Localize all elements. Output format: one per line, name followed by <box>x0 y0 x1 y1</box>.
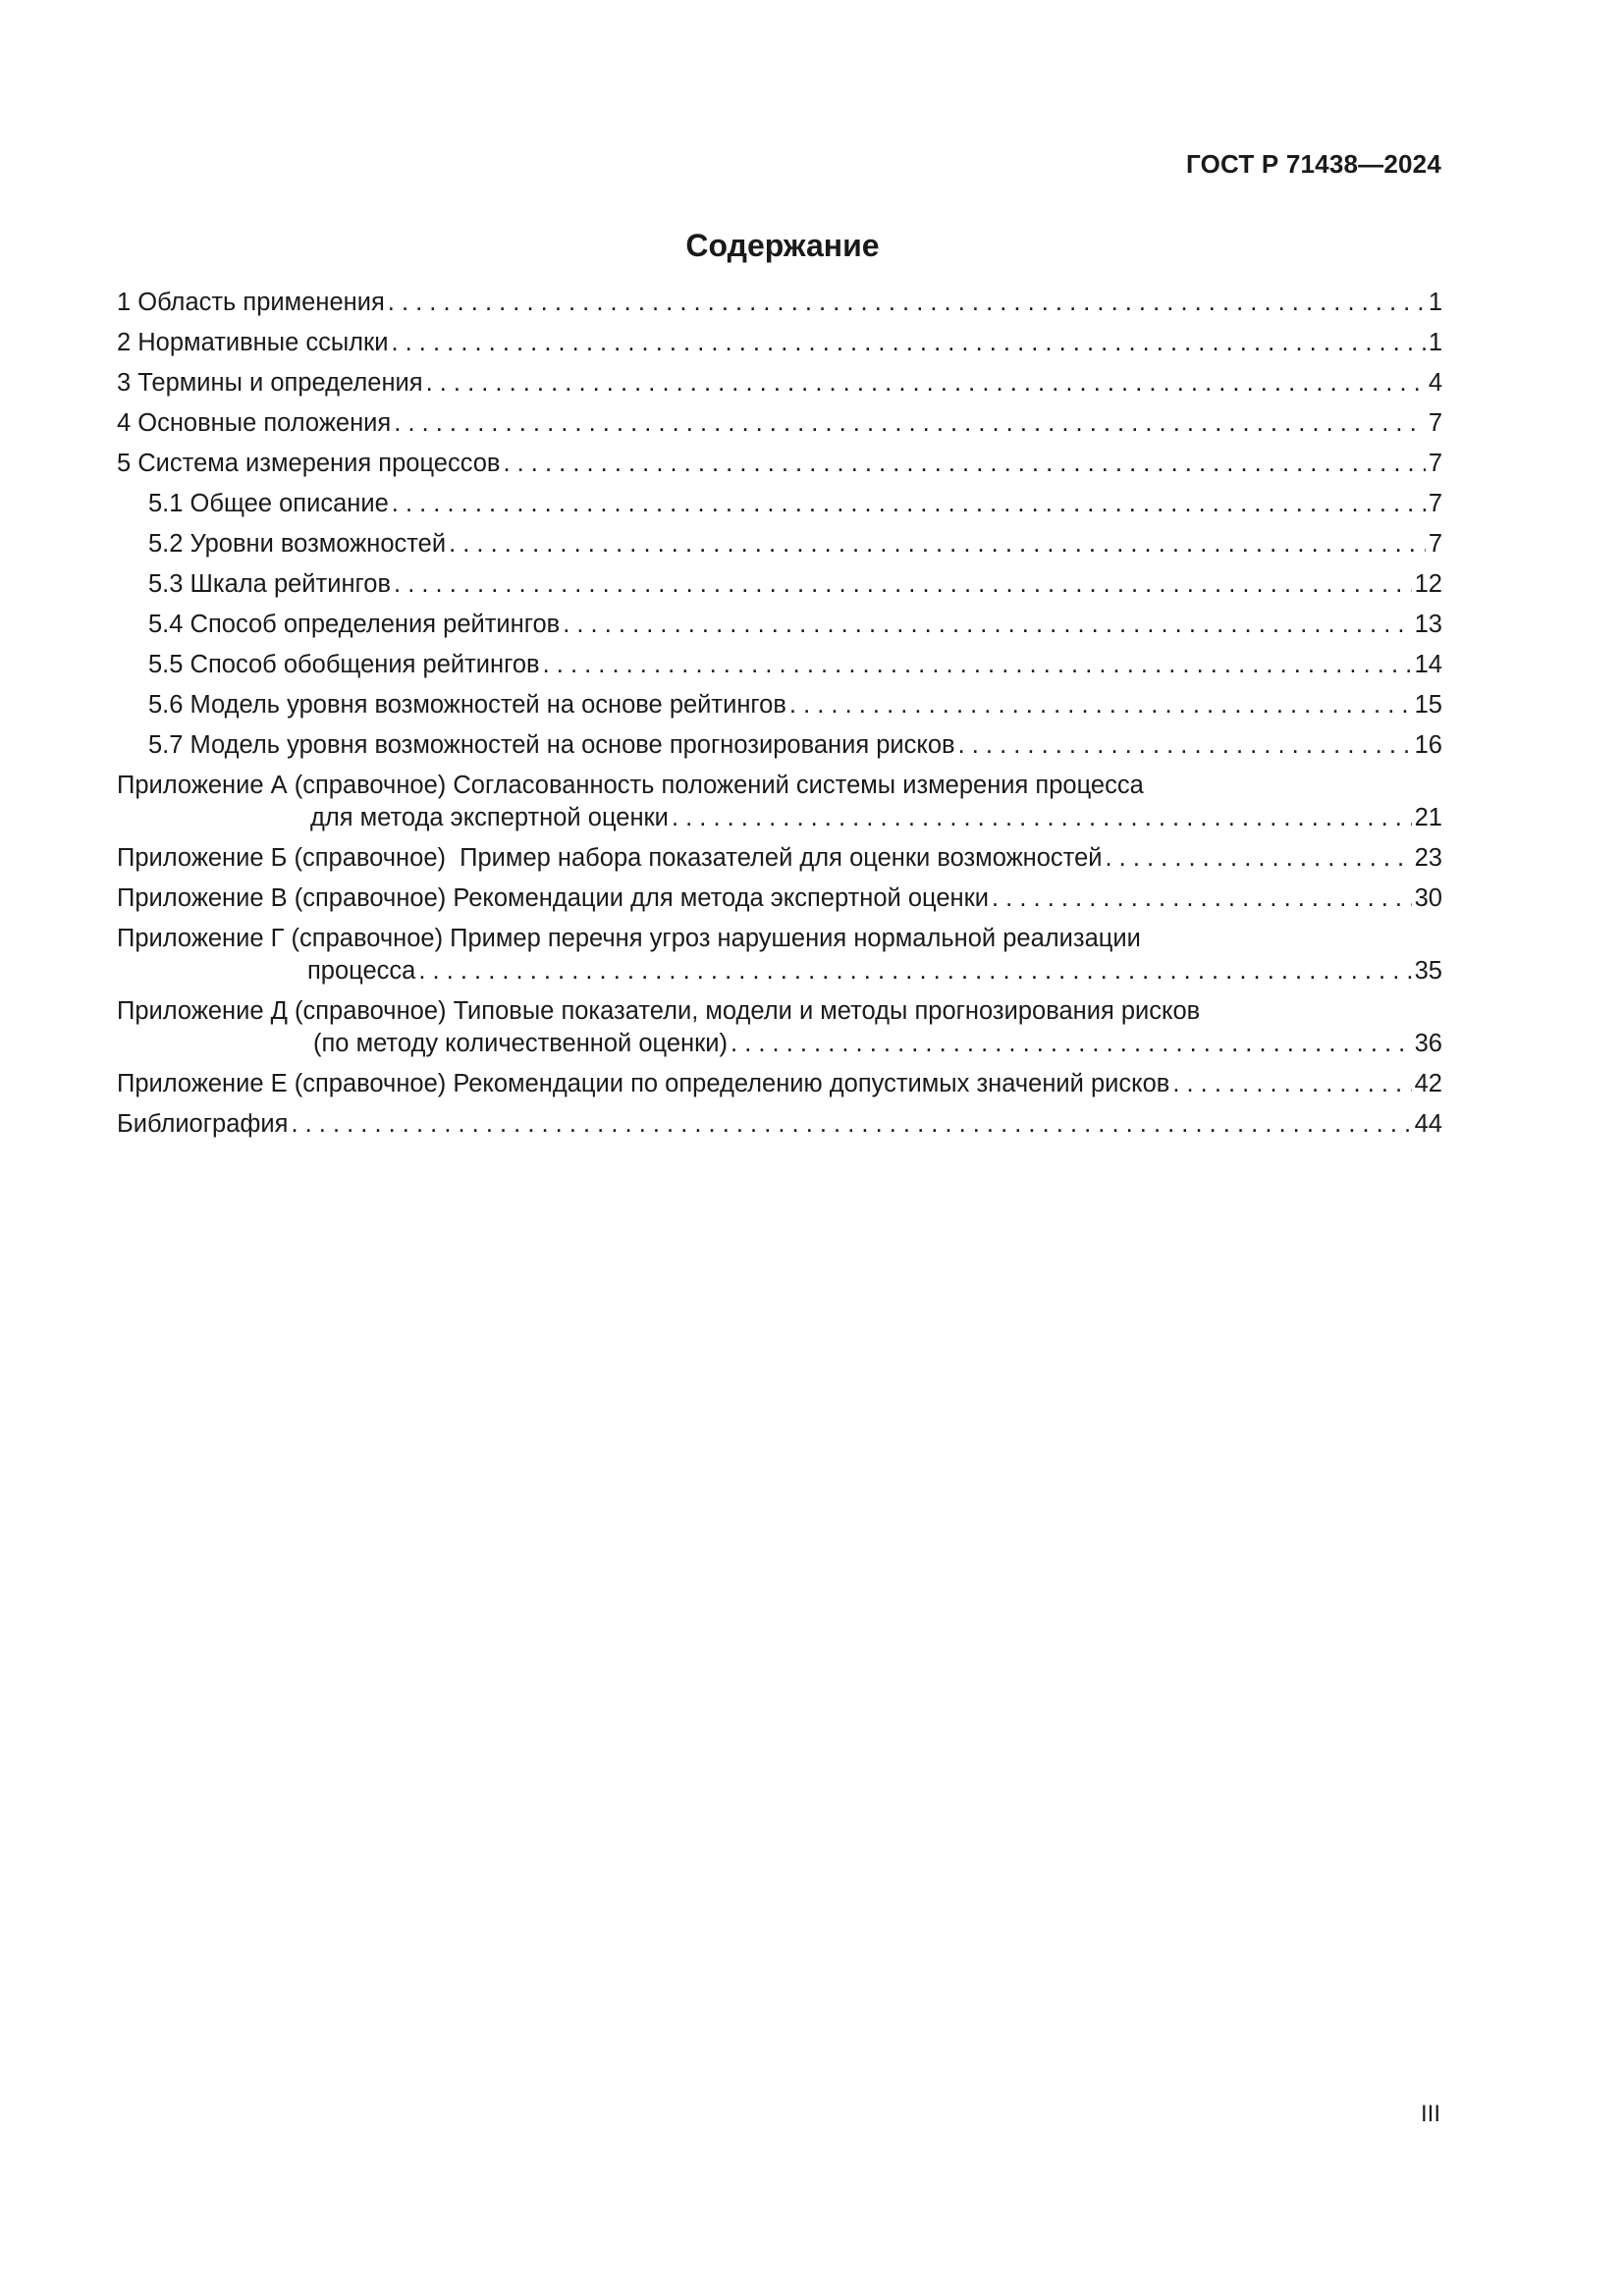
toc-entry-page: 1 <box>1428 289 1442 316</box>
dot-leader <box>731 1028 1412 1060</box>
document-code: ГОСТ Р 71438—2024 <box>1186 149 1441 179</box>
dot-leader <box>672 802 1412 834</box>
page-number: III <box>1420 2101 1440 2127</box>
table-of-contents <box>117 287 1442 1148</box>
dot-leader <box>503 448 1425 480</box>
toc-entry-page: 7 <box>1428 409 1442 437</box>
toc-entry-section-5-5[interactable] <box>117 649 1442 681</box>
toc-entry-section-4[interactable] <box>117 407 1442 440</box>
toc-entry-label-continuation: (по методу количественной оценки) <box>313 1030 729 1057</box>
toc-entry-label: 5.5 Способ обобщения рейтингов <box>148 651 540 678</box>
toc-entry-page: 12 <box>1414 570 1442 598</box>
toc-entry-label: Приложение Д (справочное) Типовые показатели, модели и методы прогнозирования рисков <box>117 997 1201 1025</box>
toc-entry-page: 15 <box>1414 691 1442 719</box>
toc-entry-page: 16 <box>1414 731 1442 759</box>
toc-entry-label: 5.7 Модель уровня возможностей на основе прогнозирования рисков <box>148 731 955 759</box>
toc-entry-section-5-4[interactable] <box>117 609 1442 641</box>
toc-entry-label: Приложение В (справочное) Рекомендации для метода экспертной оценки <box>117 884 990 912</box>
toc-entry-section-1[interactable] <box>117 287 1442 319</box>
dot-leader <box>1172 1068 1411 1100</box>
dot-leader <box>958 729 1412 762</box>
toc-entry-appendix-g[interactable] <box>117 923 1442 988</box>
toc-entry-section-5-7[interactable] <box>117 729 1442 762</box>
dot-leader <box>391 327 1425 359</box>
toc-entry-section-2[interactable] <box>117 327 1442 359</box>
toc-entry-page: 7 <box>1428 450 1442 477</box>
toc-entry-appendix-a[interactable] <box>117 770 1442 834</box>
toc-entry-bibliography[interactable] <box>117 1108 1442 1141</box>
toc-entry-label-continuation: процесса <box>307 957 416 985</box>
toc-entry-label: Библиография <box>117 1110 289 1138</box>
toc-entry-label: Приложение Г (справочное) Пример перечня угроз нарушения нормальной реализации <box>117 925 1141 952</box>
toc-entry-page: 1 <box>1428 329 1442 356</box>
dot-leader <box>543 649 1412 681</box>
toc-entry-page: 30 <box>1414 884 1442 912</box>
toc-entry-page: 42 <box>1414 1070 1442 1097</box>
toc-entry-label: Приложение Б (справочное) Пример набора показателей для оценки возможностей <box>117 844 1103 872</box>
toc-entry-label: 5.3 Шкала рейтингов <box>148 570 392 598</box>
toc-entry-label: 5.4 Способ определения рейтингов <box>148 611 561 638</box>
toc-entry-section-5-6[interactable] <box>117 689 1442 721</box>
toc-entry-page: 13 <box>1414 611 1442 638</box>
toc-entry-label: 4 Основные положения <box>117 409 392 437</box>
toc-entry-page: 7 <box>1428 530 1442 558</box>
dot-leader <box>394 407 1426 440</box>
toc-title: Содержание <box>685 228 880 263</box>
toc-entry-label-continuation: для метода экспертной оценки <box>310 804 669 831</box>
toc-entry-appendix-v[interactable] <box>117 882 1442 915</box>
toc-entry-section-5[interactable] <box>117 448 1442 480</box>
dot-leader <box>1106 842 1412 875</box>
toc-entry-section-3[interactable] <box>117 367 1442 400</box>
toc-entry-page: 4 <box>1428 369 1442 397</box>
toc-entry-label: 5.1 Общее описание <box>148 490 389 517</box>
dot-leader <box>392 488 1426 520</box>
toc-entry-page: 21 <box>1414 804 1442 831</box>
toc-entry-label: 5.6 Модель уровня возможностей на основе рейтингов <box>148 691 786 719</box>
dot-leader <box>992 882 1412 915</box>
dot-leader <box>449 528 1426 561</box>
toc-entry-page: 35 <box>1414 957 1442 985</box>
toc-entry-label: 3 Термины и определения <box>117 369 423 397</box>
toc-entry-label: Приложение А (справочное) Согласованность положений системы измерения процесса <box>117 772 1144 799</box>
dot-leader <box>394 568 1412 601</box>
toc-entry-page: 23 <box>1414 844 1442 872</box>
toc-entry-section-5-1[interactable] <box>117 488 1442 520</box>
dot-leader <box>388 287 1426 319</box>
toc-entry-appendix-b[interactable] <box>117 842 1442 875</box>
dot-leader <box>789 689 1412 721</box>
toc-entry-page: 14 <box>1414 651 1442 678</box>
toc-entry-label: Приложение Е (справочное) Рекомендации по определению допустимых значений рисков <box>117 1070 1170 1097</box>
toc-entry-label: 5 Система измерения процессов <box>117 450 501 477</box>
toc-entry-label: 2 Нормативные ссылки <box>117 329 389 356</box>
toc-entry-label: 5.2 Уровни возможностей <box>148 530 447 558</box>
toc-entry-label: 1 Область применения <box>117 289 385 316</box>
toc-entry-section-5-3[interactable] <box>117 568 1442 601</box>
toc-entry-appendix-e[interactable] <box>117 1068 1442 1100</box>
toc-entry-page: 44 <box>1414 1110 1442 1138</box>
toc-entry-section-5-2[interactable] <box>117 528 1442 561</box>
dot-leader <box>418 955 1411 988</box>
dot-leader <box>426 367 1426 400</box>
toc-entry-page: 36 <box>1414 1030 1442 1057</box>
dot-leader <box>563 609 1411 641</box>
toc-entry-appendix-d[interactable] <box>117 995 1442 1060</box>
toc-entry-page: 7 <box>1428 490 1442 517</box>
dot-leader <box>291 1108 1411 1141</box>
